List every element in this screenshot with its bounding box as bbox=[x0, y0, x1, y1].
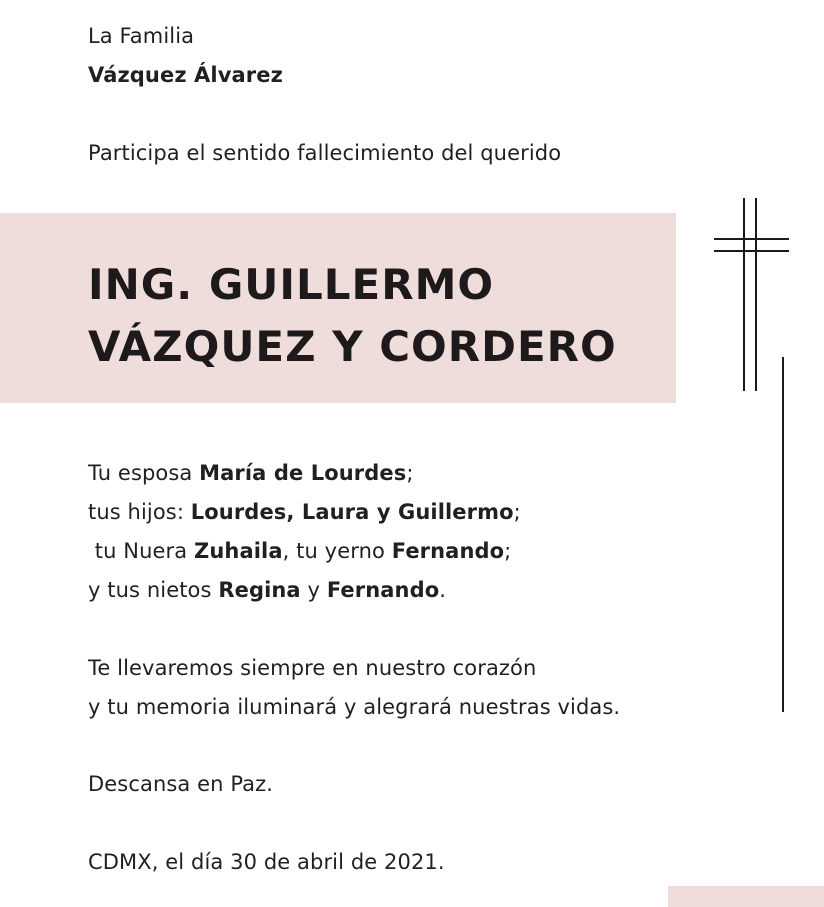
family-name bbox=[88, 61, 283, 89]
children-suffix: ; bbox=[513, 500, 521, 524]
grandchildren-line bbox=[88, 576, 446, 604]
decorative-vertical-line bbox=[782, 357, 784, 712]
wife-prefix: Tu esposa bbox=[88, 461, 193, 485]
son-in-law-prefix: , tu yerno bbox=[282, 539, 385, 563]
children-prefix: tus hijos: bbox=[88, 500, 185, 524]
wife-line bbox=[88, 459, 414, 487]
grandchild-2-name: Fernando bbox=[326, 578, 440, 602]
wife-name: María de Lourdes bbox=[199, 461, 407, 485]
rest-in-peace: Descansa en Paz. bbox=[88, 772, 274, 796]
cross-icon-horizontal-top bbox=[714, 238, 789, 240]
son-in-law-name: Fernando bbox=[391, 539, 505, 563]
children-line bbox=[88, 498, 521, 526]
cross-icon-vertical-left bbox=[743, 198, 745, 391]
cross-icon-vertical-right bbox=[755, 198, 757, 391]
message-line-2: y tu memoria iluminará y alegrará nuestras vidas. bbox=[88, 695, 621, 719]
grandchildren-prefix: y tus nietos bbox=[88, 578, 212, 602]
family-intro: La Familia bbox=[88, 24, 195, 48]
corner-decoration bbox=[668, 886, 824, 907]
daughter-in-law-prefix: tu Nuera bbox=[94, 539, 188, 563]
daughter-in-law-name: Zuhaila bbox=[194, 539, 283, 563]
announcement-text: Participa el sentido fallecimiento del querido bbox=[88, 141, 562, 165]
wife-suffix: ; bbox=[406, 461, 414, 485]
in-laws-line bbox=[88, 537, 511, 565]
children-names: Lourdes, Laura y Guillermo bbox=[190, 500, 514, 524]
family-name-text: Vázquez Álvarez bbox=[88, 63, 283, 87]
grandchild-1-name: Regina bbox=[218, 578, 301, 602]
place-date: CDMX, el día 30 de abril de 2021. bbox=[88, 850, 445, 874]
in-laws-suffix: ; bbox=[504, 539, 512, 563]
deceased-name-line-2: VÁZQUEZ Y CORDERO bbox=[88, 322, 617, 371]
deceased-name-line-1: ING. GUILLERMO bbox=[88, 260, 495, 309]
cross-icon-horizontal-bottom bbox=[714, 250, 789, 252]
grandchildren-joiner: y bbox=[307, 578, 321, 602]
grandchildren-suffix: . bbox=[439, 578, 447, 602]
message-line-1: Te llevaremos siempre en nuestro corazón bbox=[88, 656, 537, 680]
